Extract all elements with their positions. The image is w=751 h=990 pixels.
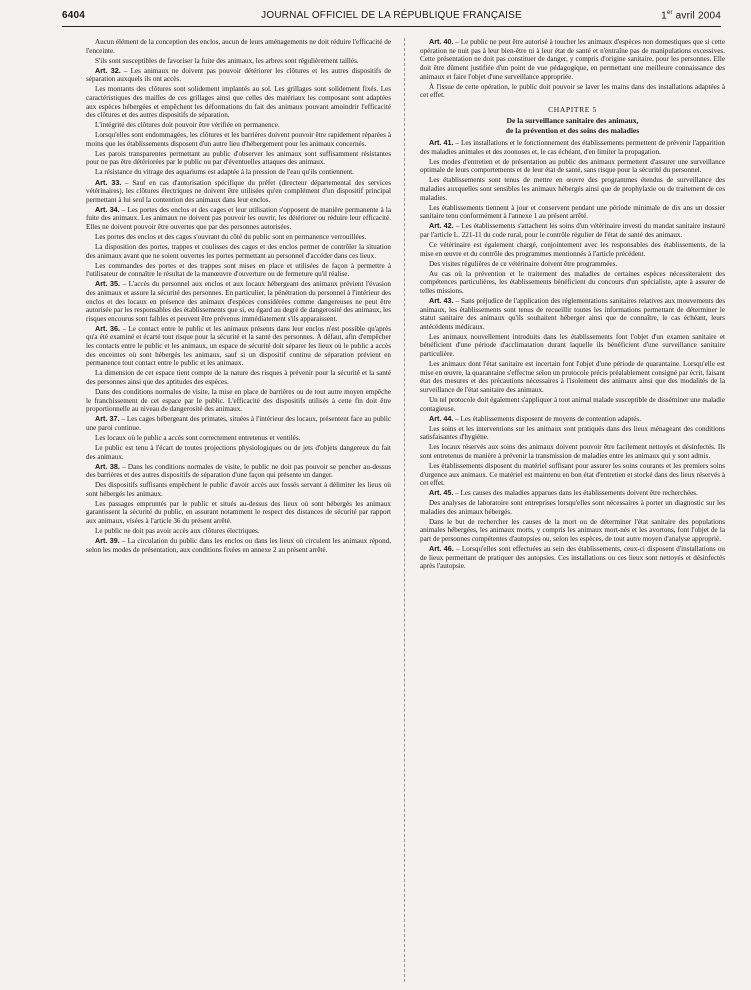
paragraph: Lorsqu'elles sont endommagées, les clôtures et les barrières doivent pouvoir être rapidement réparées à moins que les établissements disposent d'un autre lieu d'hébergement pour les animaux concernés.: [86, 131, 391, 148]
left-column: [86, 38, 391, 572]
article-number: Art. 44.: [429, 413, 454, 423]
article-number: Art. 39.: [95, 536, 120, 546]
paragraph: Les parois transparentes permettant au public d'observer les animaux sont suffisamment résistantes pour ne pas être détériorées par le public ou par d'éventuelles attaques des animaux.: [86, 149, 391, 167]
paragraph: Les passages empruntés par le public et situés au-dessus des lieux où sont hébergés les animaux garantissent la sécurité du public, en assurant notamment le respect des distances de sécurité par rapport aux animaux, visées à l'article 36 du présent arrêté.: [86, 499, 391, 526]
article-number: Art. 43.: [429, 295, 454, 305]
journal-title: JOURNAL OFFICIEL DE LA RÉPUBLIQUE FRANÇAISE: [261, 10, 522, 21]
paragraph: Les soins et les interventions sur les animaux sont pratiqués dans des lieux ménageant des conditions satisfaisantes d'hygiène.: [420, 424, 725, 442]
article-paragraph: Art. 46. – Lorsqu'elles sont effectuées au sein des établissements, ceux-ci disposent d'installations ou de lieux permettant de pratiquer des autopsies. Ces installations ou ces lieux sont nettoyés et désinfectés après l'autopsie.: [420, 544, 725, 571]
article-number: Art. 42.: [429, 221, 454, 231]
article-number: Art. 34.: [95, 204, 120, 214]
paragraph: Les locaux réservés aux soins des animaux doivent pouvoir être facilement nettoyés et désinfectés. Ils sont entretenus de manière à prévenir la transmission de maladies entre les animaux qui y sont admis.: [420, 443, 725, 460]
article-paragraph: Art. 39. – La circulation du public dans les enclos ou dans les lieux où circulent les animaux répond, selon les modes de présentation, aux conditions fixées en annexe 2 au présent arrêté.: [86, 536, 391, 554]
paragraph: Les commandes des portes et des trappes sont mises en place et utilisées de façon à permettre à l'utilisateur de connaître le résultat de la manœuvre d'ouverture ou de fermeture qu'il réalise.: [86, 261, 391, 279]
paragraph: Les montants des clôtures sont solidement implantés au sol. Les grillages sont solidement fixés. Les caractéristiques des mailles de ces grillages ainsi que celles des matériaux les composant sont adaptées aux espèces hébergées et empêchent les déformations du fait des animaux pouvant amoindrir l'efficacité des clôtures et des autres dispositifs de séparation.: [86, 85, 391, 120]
article-number: Art. 40.: [429, 37, 454, 46]
article-paragraph: Art. 41. – Les installations et le fonctionnement des établissements permettent de prévenir l'apparition des maladies animales et des zoonoses et, le cas échéant, d'en limiter la propagation.: [420, 138, 725, 156]
page-number: 6404: [62, 10, 86, 21]
paragraph: Un tel protocole doit également s'appliquer à tout animal malade susceptible de disséminer une maladie contagieuse.: [420, 396, 725, 413]
paragraph: La dimension de cet espace tient compte de la nature des risques à prévenir pour la sécurité et la santé des personnes ainsi que des aptitudes des espèces.: [86, 369, 391, 386]
article-number: Art. 33.: [95, 177, 122, 187]
article-number: Art. 38.: [95, 461, 120, 471]
paragraph: Dans le but de rechercher les causes de la mort ou de déterminer l'état sanitaire des populations animales hébergées, les animaux morts, y compris les animaux mort-nés et les avortons, font l'objet de la part de personnes compétentes d'autopsies ou, selon les espèces, de tout autre moyen d'analyse approprié.: [420, 517, 725, 544]
article-paragraph: Art. 43. – Sans préjudice de l'application des réglementations sanitaires relatives aux mouvements des animaux, les établissements sont tenus de recueillir toutes les informations permettant de déterminer le statut sanitaire des animaux qu'ils souhaitent héberger ainsi que de connaître, le cas échéant, leurs antécédents médicaux.: [420, 295, 725, 331]
article-paragraph: Art. 44. – Les établissements disposent de moyens de contention adaptés.: [429, 413, 641, 423]
paragraph: Des dispositifs suffisants empêchent le public d'avoir accès aux fossés servant à délimiter les lieux où sont hébergés les animaux.: [86, 481, 391, 498]
paragraph: Le public est tenu à l'écart de toutes projections physiologiques ou de jets d'objets dangereux du fait des animaux.: [86, 443, 391, 461]
article-paragraph: Art. 33. – Sauf en cas d'autorisation spécifique du préfet (directeur départemental des services vétérinaires), les clôtures électriques ne doivent être utilisées qu'en complément d'un dispositif principal permettant à lui seul la contention des animaux dans leur enclos.: [86, 177, 391, 204]
article-paragraph: Art. 36. – Le contact entre le public et les animaux présents dans leur enclos n'est possible qu'après qu'a été examiné et écarté tout risque pour la sécurité et la santé des personnes. À défaut, afin d'empêcher les contacts entre le public et les animaux, un espace de sécurité doit séparer les lieux où le public a accès des enceintes où sont hébergés les animaux, sauf si un dispositif continu de séparation prévient en permanence tout contact entre le public et les animaux.: [86, 323, 391, 368]
article-paragraph: Art. 35. – L'accès du personnel aux enclos et aux locaux hébergeant des animaux prévient l'évasion des animaux et assure la sécurité des personnes. En particulier, la pénétration du personnel à l'intérieur des enclos et des locaux en présence des animaux d'espèces considérées comme dangereuses ne peut être autorisée par les responsables des établissements que si, eu égard au degré de dangerosité des animaux, les risques encourus sont faibles et peuvent être prévenus immédiatement s'ils apparaissent.: [86, 279, 391, 323]
paragraph: L'intégrité des clôtures doit pouvoir être vérifiée en permanence.: [95, 121, 280, 130]
text-columns: [86, 38, 725, 572]
paragraph: Des visites régulières de ce vétérinaire doivent être programmées.: [429, 259, 618, 268]
paragraph: Aucun élément de la conception des enclos, aucun de leurs aménagements ne doit réduire l'efficacité de l'enceinte.: [86, 38, 391, 55]
issue-date: 1er avril 2004: [661, 10, 721, 22]
article-number: Art. 36.: [95, 323, 121, 333]
paragraph: À l'issue de cette opération, le public doit pouvoir se laver les mains dans des installations adaptées à cet effet.: [420, 82, 725, 100]
article-paragraph: Art. 34. – Les portes des enclos et des cages et leur utilisation s'opposent de manière permanente à la fuite des animaux. Les animaux ne doivent pas pouvoir les ouvrir, les détériorer ou réduire leur efficacité. Elles ne doivent pouvoir être ouvertes que par des personnes autorisées.: [86, 204, 391, 232]
paragraph: Des analyses de laboratoire sont entreprises lorsqu'elles sont nécessaires à porter un diagnostic sur les maladies des animaux hébergés.: [420, 499, 725, 516]
right-column: [420, 38, 725, 572]
article-paragraph: Art. 42. – Les établissements s'attachent les soins d'un vétérinaire investi du mandat sanitaire instauré par l'article L. 221-11 du code rural, pour le contrôle régulier de l'état de santé des animaux.: [420, 221, 725, 240]
article-paragraph: Art. 32. – Les animaux ne doivent pas pouvoir détériorer les clôtures et les autres dispositifs de séparation auxquels ils ont accès.: [86, 65, 391, 84]
paragraph: Les locaux où le public a accès sont correctement entretenus et ventilés.: [95, 433, 301, 442]
article-number: Art. 32.: [95, 65, 121, 75]
article-number: Art. 41.: [429, 138, 454, 148]
paragraph: Les modes d'entretien et de présentation au public des animaux permettent d'assurer une surveillance optimale de leurs comportements et de leur état de santé, sans risque pour la sécurité du personnel.: [420, 157, 725, 175]
paragraph: Les animaux dont l'état sanitaire est incertain font l'objet d'une période de quarantaine. Lorsqu'elle est mise en œuvre, la quarantaine s'effectue selon un protocole précis préalablement consigné par écrit, faisant état des mesures et des précautions nécessaires à l'isolement des animaux ainsi que des modalités de la surveillance de l'état sanitaire des animaux.: [420, 360, 725, 394]
paragraph: Les établissements sont tenus de mettre en œuvre des programmes étendus de surveillance des maladies auxquelles sont sensibles les animaux hébergés ainsi que de prophylaxie ou de traitement de ces maladies.: [420, 176, 725, 202]
page-header: [62, 6, 721, 27]
right-column-bottom: [420, 139, 725, 571]
article-number: Art. 37.: [95, 414, 120, 424]
paragraph: Les établissements disposent du matériel suffisant pour assurer les soins courants et les premiers soins d'urgence aux animaux. Ce matériel est maintenu en bon état d'entretien et stocké dans des lieux réservés à cet effet.: [420, 461, 725, 488]
paragraph: Le public ne doit pas avoir accès aux clôtures électriques.: [95, 527, 260, 536]
paragraph: Les portes des enclos et des cages s'ouvrant du côté du public sont en permanence verrouillées.: [95, 233, 367, 242]
paragraph: Les établissements tiennent à jour et conservent pendant une période minimale de dix ans un dossier sanitaire tenu conformément à l'annexe 1 au présent arrêté.: [420, 203, 725, 221]
article-paragraph: Art. 38. – Dans les conditions normales de visite, le public ne doit pas pouvoir se pencher au-dessus des barrières et des autres dispositifs de séparation d'une façon qui présente un danger.: [86, 461, 391, 480]
paragraph: S'ils sont susceptibles de favoriser la fuite des animaux, les arbres sont régulièrement taillés.: [95, 56, 359, 65]
paragraph: Ce vétérinaire est également chargé, conjointement avec les responsables des établissements, de la mise en œuvre et du contrôle des programmes mentionnés à l'article précédent.: [420, 241, 725, 258]
article-number: Art. 45.: [429, 488, 454, 498]
paragraph: La disposition des portes, trappes et coulisses des cages et des enclos permet de contrôler la situation des animaux avant que ne soient ouvertes les portes permettant au personnel d'accéder dans ces lieux.: [86, 243, 391, 260]
paragraph: Au cas où la prévention et le traitement des maladies de certaines espèces nécessiteraient des compétences particulières, les établissements bénéficient du concours d'un spécialiste, apte à assurer de telles missions.: [420, 269, 725, 295]
article-paragraph: Art. 37. – Les cages hébergeant des primates, situées à l'intérieur des locaux, présentent face au public une paroi continue.: [86, 414, 391, 432]
article-number: Art. 35.: [95, 279, 121, 289]
article-paragraph: Art. 45. – Les causes des maladies apparues dans les établissements doivent être recherchées.: [429, 488, 698, 498]
paragraph: Les animaux nouvellement introduits dans les établissements font l'objet d'un examen sanitaire et bénéficient d'une période d'acclimatation durant laquelle ils bénéficient d'une surveillance sanitaire particulière.: [420, 332, 725, 359]
paragraph: Dans des conditions normales de visite, la mise en place de barrières ou de tout autre moyen empêche le franchissement de cet espace par le public. L'efficacité des dispositifs utilisés à cette fin doit être proportionnelle au niveau de dangerosité des animaux.: [86, 388, 391, 414]
chapter-label: CHAPITRE 5: [548, 104, 597, 114]
right-column-top: [420, 38, 725, 100]
article-number: Art. 46.: [429, 544, 454, 554]
article-paragraph: Art. 40. – Le public ne peut être autorisé à toucher les animaux d'espèces non domestiques que si cette opération ne nuit pas à leur bien-être ni à leur état de santé et n'entraîne pas de manipulations excessives. Cette présentation ne doit pas constituer de danger, y compris d'origine sanitaire, pour les personnes. Elle doit être dûment justifiée d'un point de vue pédagogique, en permettant une meilleure connaissance des animaux et faire l'objet d'une surveillance appropriée.: [420, 37, 725, 81]
chapter-title: De la surveillance sanitaire des animaux, de la prévention et des soins des maladies: [505, 116, 640, 135]
paragraph: La résistance du vitrage des aquariums est adaptée à la pression de l'eau qu'ils contiennent.: [95, 168, 354, 177]
